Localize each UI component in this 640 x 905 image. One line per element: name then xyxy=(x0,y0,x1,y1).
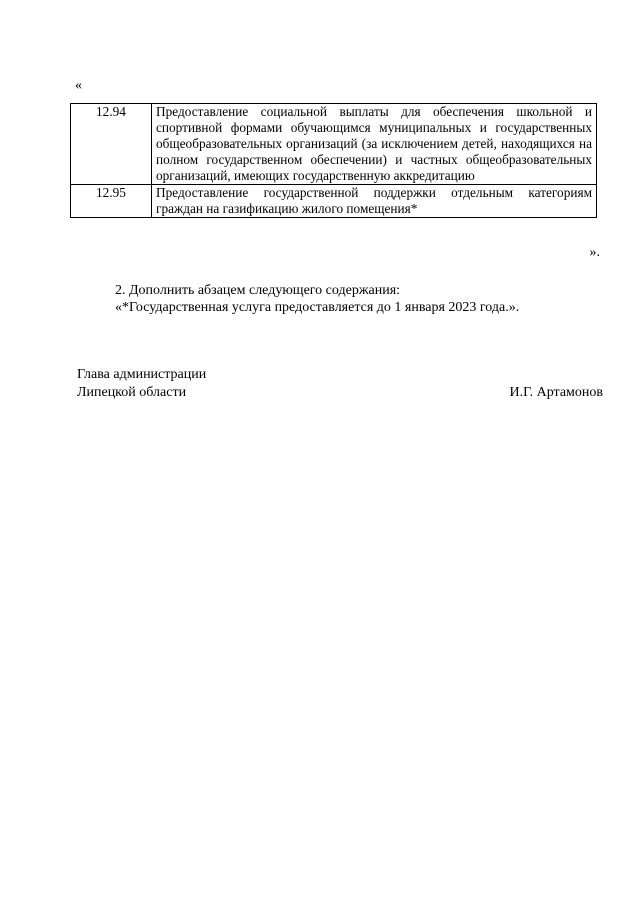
closing-quote: ». xyxy=(589,245,600,260)
signatory-position xyxy=(77,366,206,402)
opening-quote: « xyxy=(75,78,82,93)
signatory-position-line1: Глава администрации xyxy=(77,367,207,382)
row-text: Предоставление государственной поддержки отдельным категориям граждан на газификацию жилого помещения* xyxy=(152,185,597,218)
row-number: 12.94 xyxy=(71,104,152,185)
amendment-text: «*Государственная услуга предоставляется до 1 января 2023 года.». xyxy=(115,300,520,315)
row-number: 12.95 xyxy=(71,185,152,218)
signatory-name: И.Г. Артамонов xyxy=(509,385,603,400)
table-row xyxy=(71,104,597,185)
services-table xyxy=(70,103,597,218)
amendment-instruction: 2. Дополнить абзацем следующего содержания: xyxy=(115,283,401,298)
table-row xyxy=(71,185,597,218)
row-text: Предоставление социальной выплаты для обеспечения школьной и спортивной формами обучающимся муниципальных и государственных общеобразовательных организаций (за исключением детей, находящихся на полном государственном обеспечении) и частных общеобразовательных организаций, имеющих государственную аккредитацию xyxy=(152,104,597,185)
signatory-position-line2: Липецкой области xyxy=(77,385,187,400)
